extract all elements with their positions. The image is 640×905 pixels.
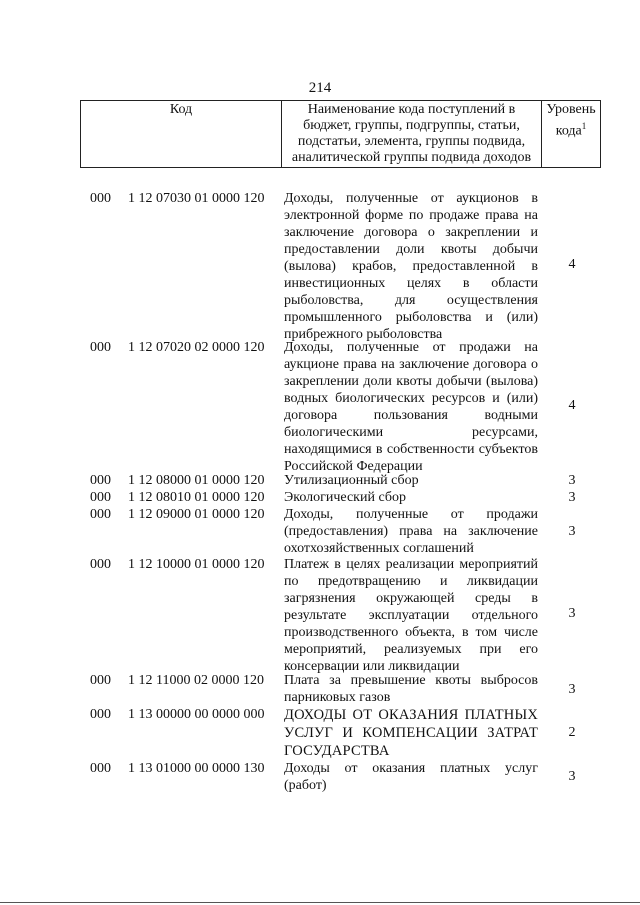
row-level: 3 xyxy=(568,473,576,488)
row-group: 000 xyxy=(90,473,111,488)
row-code: 1 12 10000 01 0000 120 xyxy=(128,557,265,572)
row-name: ДОХОДЫ ОТ ОКАЗАНИЯ ПЛАТНЫХ УСЛУГ И КОМПЕНСАЦИИ ЗАТРАТ ГОСУДАРСТВА xyxy=(284,707,538,759)
row-level: 3 xyxy=(568,769,576,784)
row-name: Экологический сбор xyxy=(284,490,406,505)
row-level: 4 xyxy=(568,398,576,413)
page-bottom-edge xyxy=(0,902,640,903)
row-group: 000 xyxy=(90,191,111,206)
page-number: 214 xyxy=(308,80,332,96)
row-level: 3 xyxy=(568,682,576,697)
row-code: 1 12 08000 01 0000 120 xyxy=(128,473,265,488)
row-level: 3 xyxy=(568,524,576,539)
row-code: 1 12 07030 01 0000 120 xyxy=(128,191,265,206)
table-header xyxy=(80,100,601,168)
row-name: Утилизационный сбор xyxy=(284,473,419,488)
header-level-label: Уровень кода xyxy=(546,102,596,139)
row-group: 000 xyxy=(90,673,111,688)
row-code: 1 12 11000 02 0000 120 xyxy=(128,673,264,688)
row-level: 2 xyxy=(568,725,576,740)
row-name: Доходы, полученные от продажи на аукционе права на заключение договора о закреплении доли квоты добычи (вылова) водных биологических ресурсов и (или) договора пользования водными биологическими ресурсами, находящимися в собственности субъектов Российской Федерации xyxy=(284,340,538,474)
row-code: 1 12 08010 01 0000 120 xyxy=(128,490,265,505)
row-group: 000 xyxy=(90,761,111,776)
header-level-footnote: 1 xyxy=(581,121,587,131)
row-level: 3 xyxy=(568,490,576,505)
row-name: Доходы, полученные от продажи (предоставления) права на заключение охотхозяйственных соглашений xyxy=(284,507,538,556)
row-level: 4 xyxy=(568,257,576,272)
row-group: 000 xyxy=(90,707,111,722)
header-level xyxy=(542,101,600,167)
row-level: 3 xyxy=(568,606,576,621)
row-name: Плата за превышение квоты выбросов парниковых газов xyxy=(284,673,538,705)
header-name: Наименование кода поступлений в бюджет, группы, подгруппы, статьи, подстатьи, элемента, группы подвида, аналитической группы подвида доходов xyxy=(282,101,542,167)
row-code: 1 12 09000 01 0000 120 xyxy=(128,507,265,522)
row-group: 000 xyxy=(90,490,111,505)
row-name: Доходы, полученные от аукционов в электронной форме по продаже права на заключение договора о закреплении и предоставлении доли квоты добычи (вылова) крабов, предоставленной в инвестиционных целях в области рыболовства, для осуществления промышленного рыболовства и (или) прибрежного рыболовства xyxy=(284,191,538,342)
row-group: 000 xyxy=(90,507,111,522)
row-name: Платеж в целях реализации мероприятий по предотвращению и ликвидации загрязнения окружающей среды в результате эксплуатации отдельного производственного объекта, в том числе мероприятий, реализуемых при его консервации или ликвидации xyxy=(284,557,538,674)
row-code: 1 12 07020 02 0000 120 xyxy=(128,340,265,355)
row-name: Доходы от оказания платных услуг (работ) xyxy=(284,761,538,793)
header-code: Код xyxy=(81,101,282,167)
row-code: 1 13 00000 00 0000 000 xyxy=(128,707,265,722)
row-group: 000 xyxy=(90,340,111,355)
row-code: 1 13 01000 00 0000 130 xyxy=(128,761,265,776)
row-group: 000 xyxy=(90,557,111,572)
